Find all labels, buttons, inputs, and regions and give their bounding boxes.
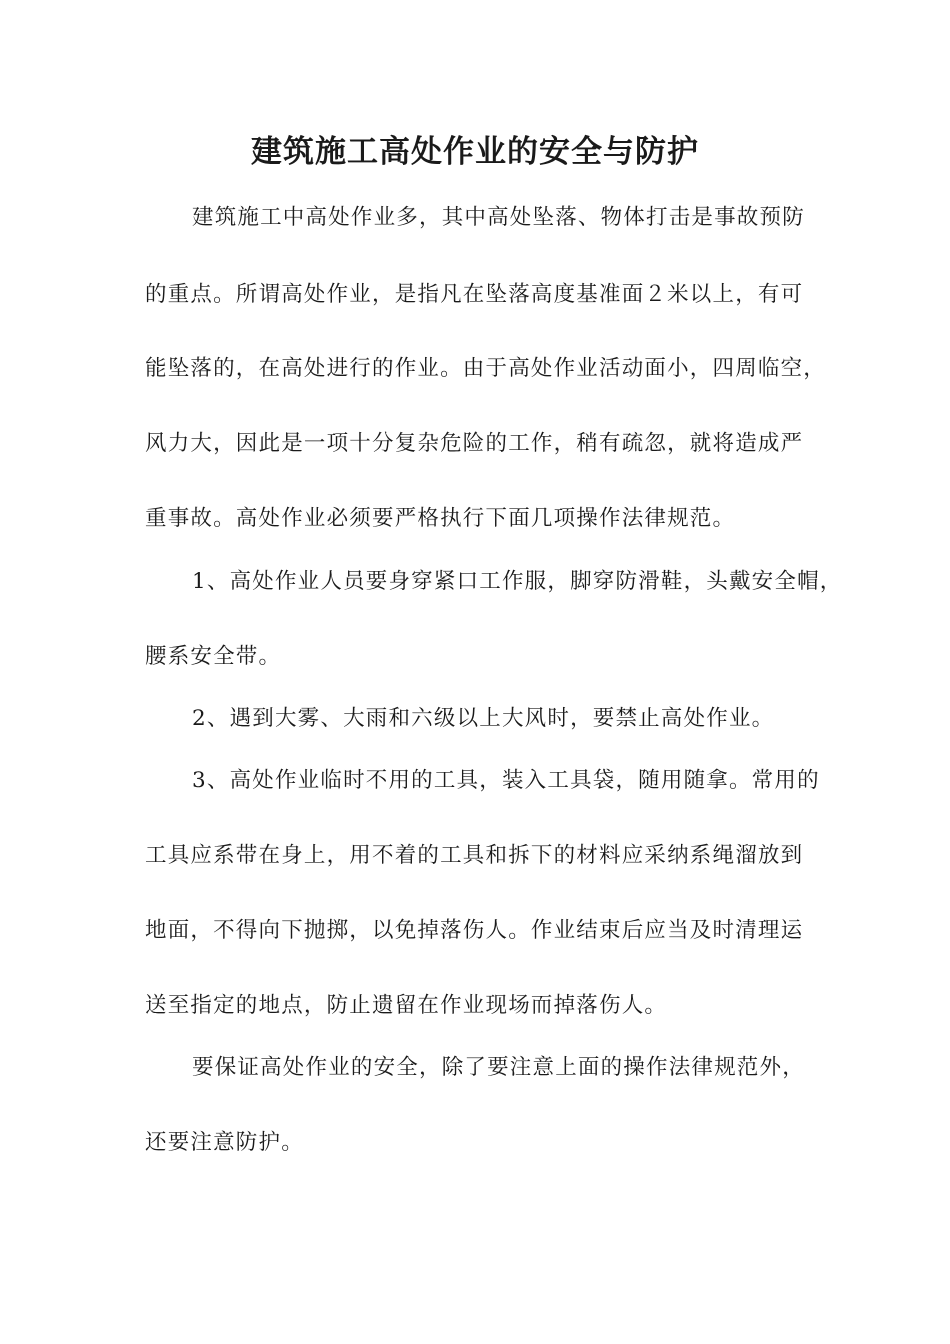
paragraph-line: 还要注意防护。 xyxy=(145,1130,304,1155)
paragraph-line: 能坠落的，在高处进行的作业。由于高处作业活动面小，四周临空， xyxy=(145,356,827,381)
paragraph-line: 风力大，因此是一项十分复杂危险的工作，稍有疏忽，就将造成严 xyxy=(145,431,804,456)
paragraph-line: 1、高处作业人员要身穿紧口工作服，脚穿防滑鞋，头戴安全帽， xyxy=(192,569,843,594)
paragraph-line: 2、遇到大雾、大雨和六级以上大风时，要禁止高处作业。 xyxy=(192,706,775,731)
paragraph-line: 重事故。高处作业必须要严格执行下面几项操作法律规范。 xyxy=(145,506,736,531)
paragraph-line: 送至指定的地点，防止遗留在作业现场而掉落伤人。 xyxy=(145,993,668,1018)
paragraph-line: 地面，不得向下抛掷，以免掉落伤人。作业结束后应当及时清理运 xyxy=(145,918,804,943)
paragraph-line: 要保证高处作业的安全，除了要注意上面的操作法律规范外， xyxy=(192,1055,805,1080)
paragraph-line: 建筑施工中高处作业多，其中高处坠落、物体打击是事故预防 xyxy=(192,205,805,230)
paragraph-line: 腰系安全带。 xyxy=(145,644,282,669)
paragraph-line: 的重点。所谓高处作业，是指凡在坠落高度基准面２米以上，有可 xyxy=(145,282,804,307)
paragraph-line: 工具应系带在身上，用不着的工具和拆下的材料应采纳系绳溜放到 xyxy=(145,843,804,868)
document-title: 建筑施工高处作业的安全与防护 xyxy=(251,134,699,170)
paragraph-line: 3、高处作业临时不用的工具，装入工具袋，随用随拿。常用的 xyxy=(192,768,820,793)
